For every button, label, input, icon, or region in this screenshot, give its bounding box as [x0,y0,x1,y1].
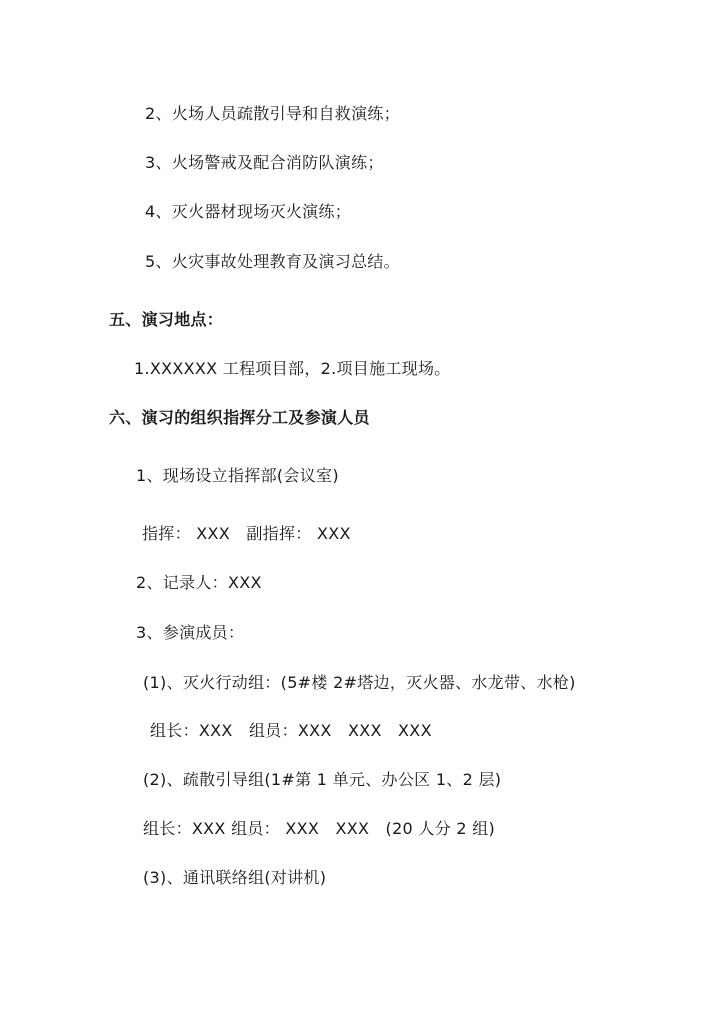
participants-item: 3、参演成员： [136,623,245,642]
section-heading-location: 五、演习地点： [109,310,224,329]
drill-item-2: 2、火场人员疏散引导和自救演练； [145,104,400,123]
location-text: 1.XXXXXX 工程项目部，2.项目施工现场。 [134,359,451,378]
recorder-item: 2、记录人：XXX [136,573,262,592]
evacuation-group-members: 组长：XXX 组员： XXX XXX (20 人分 2 组) [143,819,496,838]
evacuation-group-item: (2)、疏散引导组(1#第 1 单元、办公区 1、2 层) [143,770,502,789]
drill-item-5: 5、火灾事故处理教育及演习总结。 [145,252,400,271]
firefighting-group-item: (1)、灭火行动组：(5#楼 2#塔边，灭火器、水龙带、水枪) [143,673,576,692]
drill-item-3: 3、火场警戒及配合消防队演练； [145,153,384,172]
drill-item-4: 4、灭火器材现场灭火演练； [145,202,352,221]
firefighting-group-members: 组长：XXX 组员：XXX XXX XXX [150,721,432,740]
communication-group-item: (3)、通讯联络组(对讲机) [143,868,327,887]
commander-line: 指挥： XXX 副指挥： XXX [142,524,351,543]
command-post-item: 1、现场设立指挥部(会议室) [136,466,339,485]
section-heading-organization: 六、演习的组织指挥分工及参演人员 [109,408,370,427]
